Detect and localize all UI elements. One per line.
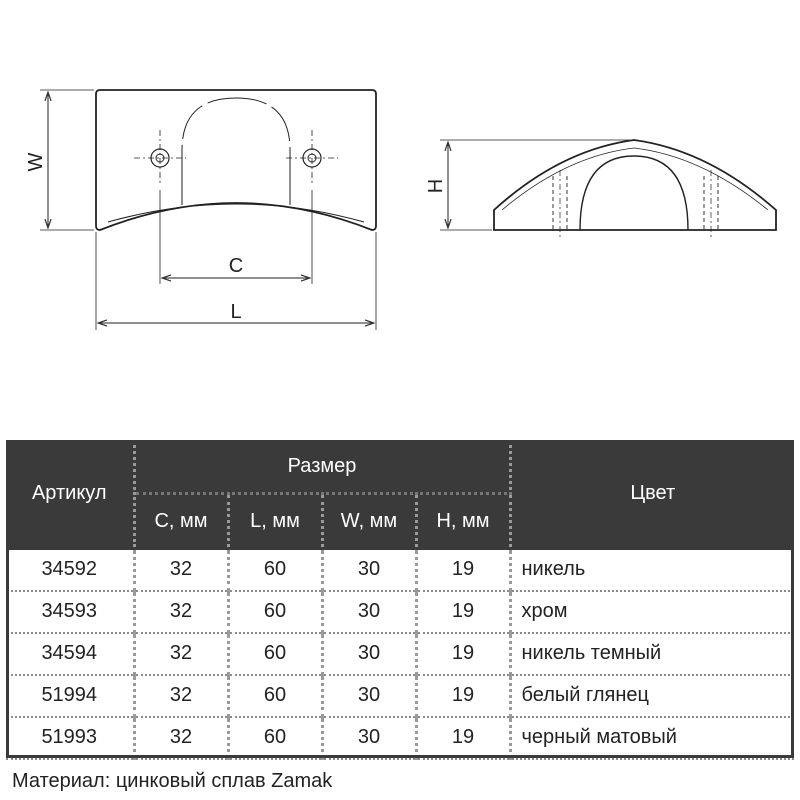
cell-h: 19 — [416, 675, 510, 717]
side-view — [440, 140, 776, 238]
left-screw-hole — [134, 130, 186, 184]
cell-w: 30 — [322, 591, 416, 633]
cell-h: 19 — [416, 549, 510, 591]
table-row — [6, 675, 794, 717]
side-view-inner-curve — [502, 148, 768, 210]
cell-c: 32 — [134, 717, 228, 759]
cell-color: никель темный — [510, 633, 794, 675]
cell-c: 32 — [134, 549, 228, 591]
dimension-label-c: C — [228, 255, 244, 277]
cell-w: 30 — [322, 717, 416, 759]
table-row — [6, 549, 794, 591]
table-row — [6, 591, 794, 633]
cell-article: 34593 — [6, 591, 134, 633]
cell-color: белый глянец — [510, 675, 794, 717]
front-edge-inner — [108, 204, 364, 222]
cell-color: никель — [510, 549, 794, 591]
cell-w: 30 — [322, 549, 416, 591]
cell-l: 60 — [228, 717, 322, 759]
header-article: Артикул — [6, 440, 134, 549]
top-view — [40, 90, 376, 330]
dimension-label-l: L — [230, 301, 242, 323]
header-w: W, мм — [322, 494, 416, 549]
cell-article: 51994 — [6, 675, 134, 717]
cell-c: 32 — [134, 633, 228, 675]
cell-article: 34594 — [6, 633, 134, 675]
top-view-outline — [96, 90, 376, 230]
cell-article: 51993 — [6, 717, 134, 759]
cell-l: 60 — [228, 675, 322, 717]
cell-l: 60 — [228, 633, 322, 675]
cell-w: 30 — [322, 633, 416, 675]
cell-l: 60 — [228, 549, 322, 591]
cell-h: 19 — [416, 591, 510, 633]
cell-color: хром — [510, 591, 794, 633]
material-note: Материал: цинковый сплав Zamak — [12, 770, 333, 792]
header-c: C, мм — [134, 494, 228, 549]
header-l: L, мм — [228, 494, 322, 549]
cell-h: 19 — [416, 717, 510, 759]
cell-w: 30 — [322, 675, 416, 717]
dimension-label-w: W — [25, 152, 47, 172]
right-screw-hole — [286, 130, 338, 184]
header-color: Цвет — [510, 440, 794, 549]
cell-c: 32 — [134, 675, 228, 717]
spec-table — [6, 440, 794, 760]
cell-h: 19 — [416, 633, 510, 675]
grip-arch — [182, 98, 290, 205]
table-row — [6, 633, 794, 675]
cell-color: черный матовый — [510, 717, 794, 759]
cell-l: 60 — [228, 591, 322, 633]
header-size-group: Размер — [134, 440, 510, 494]
header-h: H, мм — [416, 494, 510, 549]
side-view-grip-opening — [580, 156, 688, 230]
cell-article: 34592 — [6, 549, 134, 591]
dimension-label-h: H — [425, 178, 447, 194]
cell-c: 32 — [134, 591, 228, 633]
table-row — [6, 717, 794, 759]
